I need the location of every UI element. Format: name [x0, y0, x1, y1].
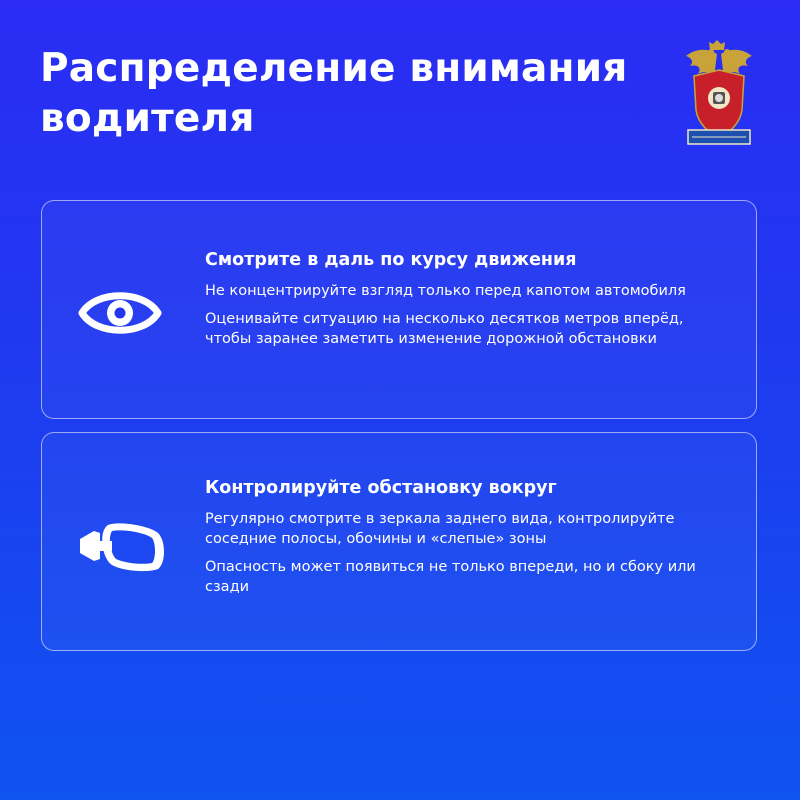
eye-icon [78, 286, 162, 340]
card-heading: Смотрите в даль по курсу движения [205, 250, 577, 270]
card-paragraph: Оценивайте ситуацию на несколько десятков метров вперёд, чтобы заранее заметить изменение дорожной обстановки [205, 311, 684, 347]
card-paragraph: Не концентрируйте взгляд только перед капотом автомобиля [205, 283, 686, 299]
info-card-surroundings [41, 432, 757, 651]
card-paragraph: Опасность может появиться не только впереди, но и сбоку или сзади [205, 559, 696, 595]
side-mirror-icon [78, 517, 168, 575]
info-card-look-ahead [41, 200, 757, 419]
police-emblem-icon [684, 40, 754, 150]
page-title: Распределение внимания водителя [40, 46, 628, 141]
card-heading: Контролируйте обстановку вокруг [205, 478, 557, 498]
card-paragraph: Регулярно смотрите в зеркала заднего вида, контролируйте соседние полосы, обочины и «слепые» зоны [205, 511, 675, 547]
